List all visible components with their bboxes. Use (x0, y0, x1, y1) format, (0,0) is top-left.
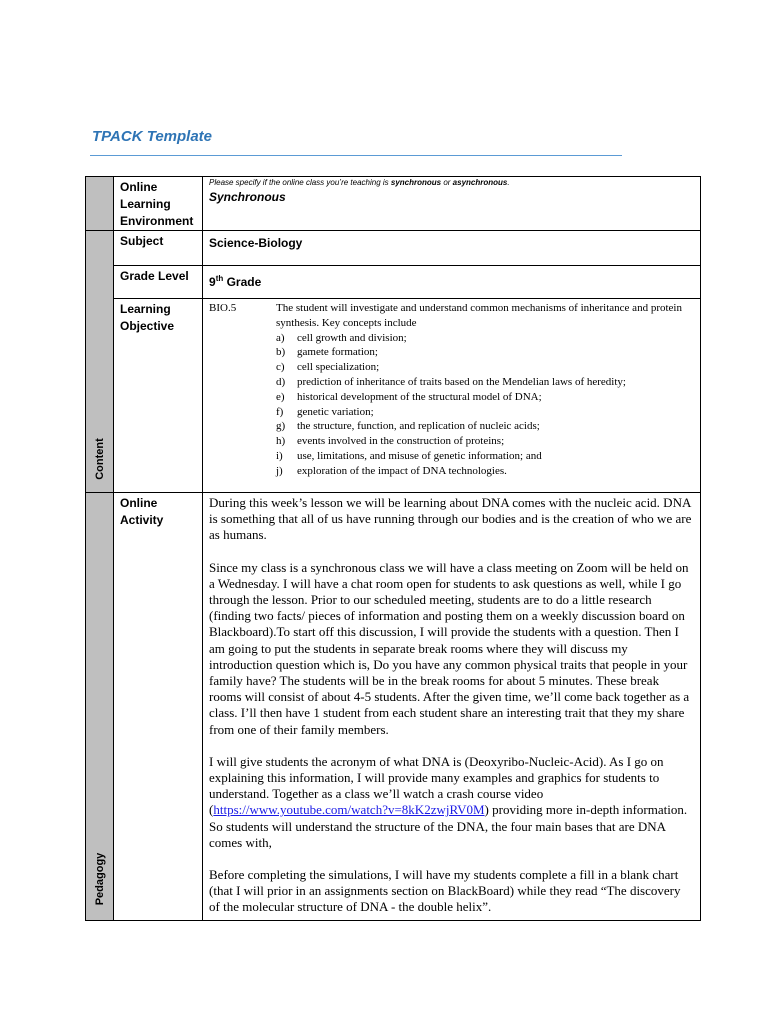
objective-item (276, 449, 694, 464)
subject-value: Science-Biology (209, 236, 303, 250)
grade-value: 9th Grade (209, 274, 262, 289)
activity-paragraph-3: I will give students the acronym of what DNA is (Deoxyribo-Nucleic-Acid). As I go on explaining this information, I will provide many examples and graphics for students to understand. Together as a class we’ll watch a crash course video (https://www.youtube.com/watch?v=8kK2zwjRV0M) providing more in-depth information. So students will understand the structure of the DNA, the four main bases that are DNA comes with, (209, 753, 688, 850)
objective-list (276, 331, 694, 479)
tpack-table (85, 176, 701, 921)
objective-item-letter: h) (276, 435, 286, 448)
objective-item (276, 464, 694, 479)
environment-label: Online Learning Environment (120, 180, 194, 228)
objective-item-letter: j) (276, 464, 283, 477)
environment-row (86, 177, 701, 231)
objective-item-letter: e) (276, 390, 285, 403)
subject-label: Subject (120, 234, 164, 248)
pedagogy-side-label: Pedagogy (93, 852, 106, 906)
objective-item-letter: c) (276, 361, 285, 374)
content-side-label: Content (93, 438, 106, 480)
activity-label: Online Activity (120, 496, 164, 527)
objective-item (276, 360, 694, 375)
objective-item-letter: a) (276, 331, 285, 344)
page-title: TPACK Template (92, 128, 213, 145)
objective-item-letter: f) (276, 405, 284, 418)
objective-item-text: prediction of inheritance of traits based on the Mendelian laws of heredity; (297, 375, 626, 388)
activity-paragraph-2: Since my class is a synchronous class we will have a class meeting on Zoom will be held on a Wednesday. I will have a chat room open for students to ask questions as well, while I go through the lesson. Prior to our scheduled meeting, students are to do a little research (finding two facts/ pieces of information and posting them on a weekly discussion board on Blackboard).To start off this discussion, I will provide the students with a question. Then I am going to put the students in separate break rooms where they will discuss my introduction question which is, Do you have any common physical traits that people in your family have? The students will be in the break rooms for about 5 minutes. These break rooms will consist of about 4-5 students. After the given time, we’ll come back together as a class. I’ll then have 1 student from each student share an interesting trait that they my share from one of their family members. (209, 559, 690, 737)
objective-code: BIO.5 (209, 302, 237, 314)
activity-paragraph-4: Before completing the simulations, I will have my students complete a fill in a blank chart (that I will prior in an assignments section on BlackBoard) while they read “The discovery of the molecular structure of DNA - the double helix”. (209, 867, 681, 915)
video-link[interactable]: https://www.youtube.com/watch?v=8kK2zwjRV0M (213, 802, 485, 818)
objective-item-text: events involved in the construction of proteins; (297, 435, 505, 448)
subject-row (86, 231, 701, 266)
side-pedagogy (86, 493, 114, 921)
activity-body (203, 493, 700, 920)
objective-item (276, 419, 694, 434)
objective-item-text: historical development of the structural model of DNA; (297, 390, 542, 403)
objective-item-text: use, limitations, and misuse of genetic information; and (297, 449, 542, 462)
environment-hint: Please specify if the online class you’re teaching is synchronous or asynchronous. (209, 178, 510, 187)
environment-value: Synchronous (209, 190, 286, 204)
objective-item-letter: b) (276, 346, 286, 359)
objective-row (86, 299, 701, 493)
grade-label: Grade Level (120, 269, 189, 283)
objective-item (276, 331, 694, 346)
objective-item-text: cell specialization; (297, 361, 380, 374)
objective-item-text: exploration of the impact of DNA technologies. (297, 464, 507, 477)
objective-item-letter: g) (276, 420, 286, 433)
objective-item (276, 375, 694, 390)
activity-paragraph-1: During this week’s lesson we will be learning about DNA comes with the nucleic acid. DNA is something that all of us have running through our bodies and is the creation of who we are as humans. (209, 495, 692, 543)
objective-item (276, 390, 694, 405)
objective-item-text: gamete formation; (297, 346, 378, 359)
objective-body (203, 299, 700, 479)
objective-item-text: the structure, function, and replication of nucleic acids; (297, 420, 540, 433)
side-blank (86, 177, 114, 231)
objective-item (276, 434, 694, 449)
objective-item-letter: d) (276, 375, 286, 388)
objective-item (276, 405, 694, 420)
grade-row (86, 266, 701, 299)
objective-label: Learning Objective (120, 302, 175, 333)
objective-item-letter: i) (276, 449, 283, 462)
objective-item (276, 345, 694, 360)
objective-item-text: cell growth and division; (297, 331, 407, 344)
side-content (86, 231, 114, 493)
title-underline (90, 155, 622, 156)
activity-row (86, 493, 701, 921)
objective-intro: The student will investigate and understand common mechanisms of inheritance and protein synthesis. Key concepts include (276, 302, 682, 329)
objective-item-text: genetic variation; (297, 405, 374, 418)
